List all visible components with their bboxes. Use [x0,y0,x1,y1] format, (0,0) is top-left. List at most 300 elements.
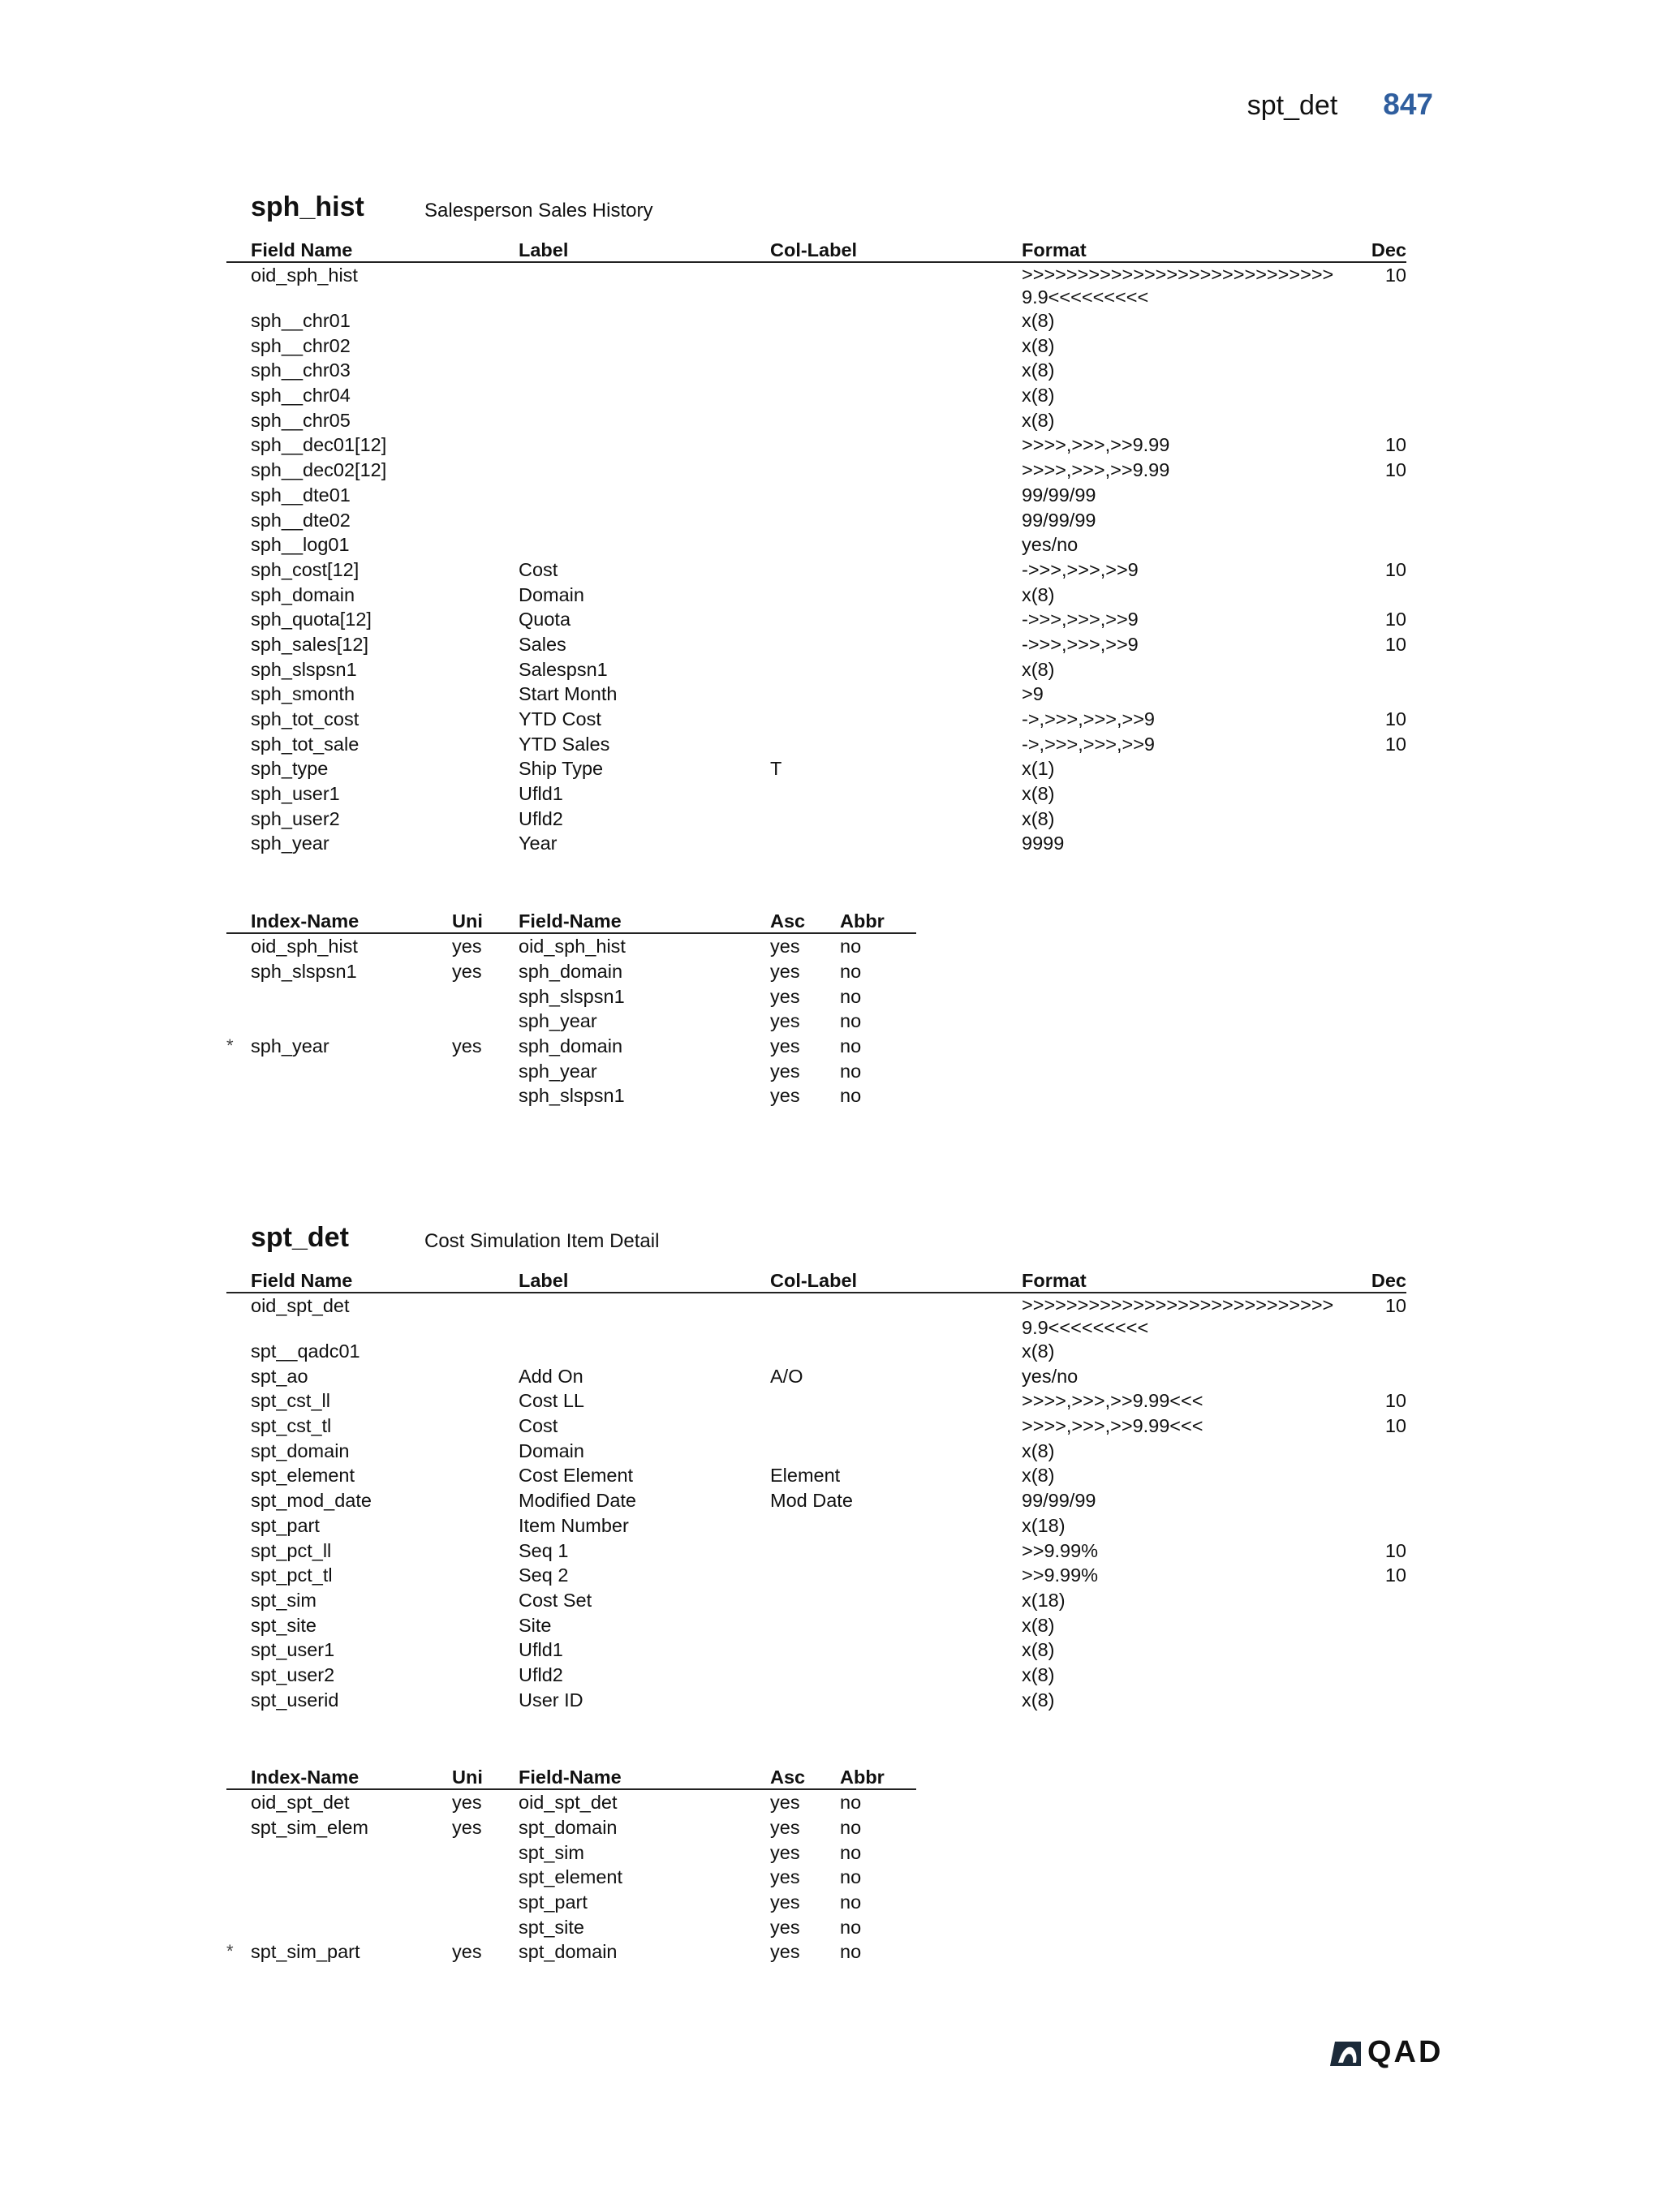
unique-cell [452,1865,519,1890]
column-header-field-name: Field Name [226,1266,519,1293]
table-heading [226,1222,1382,1266]
dec-cell [1343,1613,1406,1638]
index-name-cell: oid_spt_det [251,1792,350,1814]
dec-cell: 10 [1384,459,1406,481]
field-name-cell: oid_sph_hist [519,936,626,958]
dec-cell [1343,1663,1406,1688]
table-row [226,532,1406,557]
table-row [226,1513,1406,1539]
abbreviated-cell: no [840,1085,862,1107]
table-name: sph_hist [251,192,364,222]
field-name-cell: sph_slspsn1 [251,658,357,680]
ascending-cell: yes [770,1085,800,1107]
index-name-cell [226,1034,452,1059]
dec-cell [1343,383,1406,408]
field-name-cell: spt_element [251,1465,355,1487]
format-cell: x(8) [1022,583,1055,605]
dec-cell [1343,334,1406,359]
field-name-cell: sph_smonth [251,683,355,705]
table-row [226,657,1406,682]
label-cell: Start Month [519,683,618,705]
field-name-cell: spt_pct_tl [251,1564,333,1586]
label-cell [519,508,770,533]
column-header-ascending: Asc [770,1762,840,1789]
format-cell: ->>>,>>>,>>9 [1022,558,1139,580]
dec-cell [1343,358,1406,383]
page-header [1247,88,1433,122]
column-header-unique: Uni [452,1762,519,1789]
label-cell: Ship Type [519,758,604,780]
table-row [226,383,1406,408]
label-cell [519,483,770,508]
table-row [226,756,1406,781]
format-cell: x(18) [1022,1589,1066,1611]
table-row [226,682,1406,707]
table-row [226,807,1406,832]
col-label-cell [770,1688,1022,1713]
col-label-cell [770,433,1022,458]
index-name-cell [226,984,452,1009]
field-name-cell: sph_tot_cost [251,708,360,729]
column-header-field-name: Field Name [226,235,519,262]
table-row [226,1613,1406,1638]
abbreviated-cell: no [840,1060,862,1082]
col-label-cell [770,781,1022,807]
index-table-header [226,906,916,933]
table-row [226,1388,1406,1414]
col-label-cell [770,383,1022,408]
column-header-abbreviated: Abbr [840,1762,916,1789]
unique-cell [452,1915,519,1940]
field-name-cell: spt_site [251,1614,316,1636]
abbreviated-cell: no [840,1866,862,1888]
field-name-cell: oid_spt_det [519,1792,618,1814]
label-cell: Site [519,1614,552,1636]
field-name-cell: sph_sales[12] [251,633,369,655]
label-cell: Cost [519,1415,558,1437]
index-table-header [226,1762,916,1789]
format-cell: x(8) [1022,1663,1055,1685]
dec-cell [1343,756,1406,781]
qad-logo [1328,2035,1443,2070]
field-name-cell: sph_domain [519,960,623,982]
label-cell [519,458,770,483]
ascending-cell: yes [770,1941,800,1963]
primary-index-marker: * [226,1035,234,1056]
col-label-cell [770,583,1022,608]
abbreviated-cell: no [840,1891,862,1913]
format-cell: x(8) [1022,1689,1055,1711]
column-header-field-name: Field-Name [519,1762,770,1789]
format-cell: x(8) [1022,409,1055,431]
label-cell [519,358,770,383]
table-row [226,262,1406,308]
unique-cell: yes [452,1792,482,1814]
label-cell [519,1339,770,1364]
dec-cell: 10 [1384,558,1406,580]
unique-cell: yes [452,1941,482,1963]
field-name-cell: spt_user2 [251,1663,335,1685]
format-cell: x(8) [1022,1440,1055,1461]
label-cell: Cost [519,558,558,580]
dec-cell [1343,1588,1406,1613]
running-title: spt_det [1246,90,1338,121]
primary-index-marker: * [226,1941,234,1962]
index-table [226,1762,916,1965]
dec-cell [1343,1688,1406,1713]
format-cell: x(8) [1022,1614,1055,1636]
col-label-cell [770,1513,1022,1539]
col-label-cell [770,532,1022,557]
label-cell [519,308,770,334]
dec-cell: 10 [1384,1390,1406,1412]
dec-cell [1343,1439,1406,1464]
col-label-cell [770,1539,1022,1564]
col-label-cell [770,1613,1022,1638]
field-name-cell: sph_slspsn1 [519,985,625,1007]
field-name-cell: spt_domain [251,1440,350,1461]
table-row [226,831,1406,856]
field-name-cell: spt__qadc01 [251,1341,360,1362]
field-name-cell: spt_part [519,1891,588,1913]
abbreviated-cell: no [840,1035,862,1057]
page-number: 847 [1383,88,1433,121]
table-row [226,1364,1406,1389]
table-row [226,1488,1406,1513]
table-row [226,458,1406,483]
col-label-cell [770,262,1022,308]
field-name-cell: spt_part [251,1514,320,1536]
field-name-cell: spt_domain [519,1941,618,1963]
index-row [226,1789,916,1815]
dec-cell: 10 [1384,1564,1406,1586]
col-label-cell: Mod Date [770,1490,853,1512]
col-label-cell [770,1339,1022,1364]
column-header-format: Format [1022,235,1343,262]
format-cell: x(8) [1022,1639,1055,1661]
field-name-cell: sph_year [251,833,329,854]
field-name-cell: sph__log01 [251,534,350,556]
label-cell: Domain [519,583,584,605]
field-name-cell: spt_site [519,1916,584,1938]
index-row [226,1840,916,1866]
table-row [226,1663,1406,1688]
abbreviated-cell: no [840,1817,862,1838]
abbreviated-cell: no [840,1941,862,1963]
label-cell: Domain [519,1440,584,1461]
table-row [226,308,1406,334]
unique-cell [452,1083,519,1108]
dec-cell [1343,807,1406,832]
qad-logo-text: QAD [1367,2035,1444,2069]
col-label-cell [770,657,1022,682]
field-name-cell: sph_user1 [251,783,340,805]
field-table-header [226,235,1406,262]
field-name-cell: sph__chr01 [251,310,351,331]
table-row [226,1539,1406,1564]
index-row [226,1034,916,1059]
index-row [226,1865,916,1890]
ascending-cell: yes [770,1841,800,1863]
ascending-cell: yes [770,1035,800,1057]
dec-cell [1343,1513,1406,1539]
label-cell: Cost LL [519,1390,584,1412]
label-cell: Ufld1 [519,1639,563,1661]
col-label-cell [770,508,1022,533]
format-cell: x(8) [1022,658,1055,680]
label-cell: Ufld1 [519,783,563,805]
field-name-cell: sph_cost[12] [251,558,360,580]
dec-cell [1343,1364,1406,1389]
abbreviated-cell: no [840,1792,862,1814]
table-row [226,1293,1406,1339]
table-section-spt-det [226,1222,1406,1965]
label-cell: User ID [519,1689,583,1711]
abbreviated-cell: no [840,960,862,982]
field-name-cell: spt_user1 [251,1639,335,1661]
dec-cell: 10 [1384,733,1406,755]
ascending-cell: yes [770,960,800,982]
unique-cell [452,1840,519,1866]
index-row [226,984,916,1009]
index-name-cell [226,1939,452,1965]
format-cell: x(8) [1022,1341,1055,1362]
table-row [226,707,1406,732]
unique-cell [452,1009,519,1034]
column-header-ascending: Asc [770,906,840,933]
format-cell: >9 [1022,683,1044,705]
table-row [226,632,1406,657]
field-name-cell: sph_slspsn1 [519,1085,625,1107]
format-cell: >>>>,>>>,>>9.99 [1022,459,1170,481]
label-cell: Year [519,833,558,854]
col-label-cell [770,1588,1022,1613]
field-name-cell: sph_quota[12] [251,609,372,630]
ascending-cell: yes [770,1916,800,1938]
ascending-cell: yes [770,1792,800,1814]
dec-cell: 10 [1384,265,1406,286]
dec-cell [1343,308,1406,334]
label-cell: Cost Set [519,1589,592,1611]
index-row [226,1059,916,1084]
col-label-cell [770,1563,1022,1588]
format-cell: ->,>>>,>>>,>>9 [1022,733,1155,755]
field-name-cell: spt_cst_ll [251,1390,330,1412]
index-row [226,1083,916,1108]
column-header-unique: Uni [452,906,519,933]
ascending-cell: yes [770,936,800,958]
index-name-text: sph_year [251,1035,329,1057]
dec-cell: 10 [1384,609,1406,630]
format-cell: ->>>,>>>,>>9 [1022,633,1139,655]
format-cell: 9999 [1022,833,1065,854]
col-label-cell [770,308,1022,334]
label-cell: Cost Element [519,1465,634,1487]
dec-cell [1343,408,1406,433]
format-cell: x(8) [1022,359,1055,381]
table-row [226,732,1406,757]
col-label-cell [770,358,1022,383]
index-row [226,959,916,984]
ascending-cell: yes [770,1817,800,1838]
label-cell [519,408,770,433]
col-label-cell: T [770,758,782,780]
table-row [226,1463,1406,1488]
field-table [226,235,1406,856]
field-name-cell: oid_spt_det [251,1295,350,1316]
field-name-cell: sph_type [251,758,329,780]
index-name-cell: spt_sim_elem [251,1817,368,1838]
index-name-cell [226,1840,452,1866]
field-name-cell: spt_ao [251,1365,308,1387]
col-label-cell: Element [770,1465,841,1487]
column-header-abbreviated: Abbr [840,906,916,933]
col-label-cell [770,408,1022,433]
field-name-cell: sph_domain [519,1035,623,1057]
format-cell: x(1) [1022,758,1055,780]
dec-cell [1343,1637,1406,1663]
unique-cell: yes [452,1035,482,1057]
col-label-cell [770,807,1022,832]
format-cell: 99/99/99 [1022,484,1096,506]
field-name-cell: sph__dte02 [251,509,351,531]
field-name-cell: spt_sim [519,1841,584,1863]
format-cell: x(8) [1022,334,1055,356]
table-description: Cost Simulation Item Detail [424,1230,660,1252]
table-row [226,433,1406,458]
ascending-cell: yes [770,1060,800,1082]
dec-cell [1343,682,1406,707]
dec-cell [1343,657,1406,682]
table-row [226,508,1406,533]
label-cell [519,334,770,359]
index-name-cell [226,1059,452,1084]
dec-cell [1343,532,1406,557]
table-row [226,1637,1406,1663]
format-cell: x(8) [1022,783,1055,805]
field-name-cell: sph__chr03 [251,359,351,381]
col-label-cell [770,682,1022,707]
label-cell [519,383,770,408]
dec-cell [1343,483,1406,508]
ascending-cell: yes [770,985,800,1007]
format-cell: yes/no [1022,534,1079,556]
format-cell: yes/no [1022,1365,1079,1387]
table-row [226,557,1406,583]
column-header-format: Format [1022,1266,1343,1293]
unique-cell: yes [452,936,482,958]
ascending-cell: yes [770,1891,800,1913]
dec-cell [1343,508,1406,533]
format-cell: x(8) [1022,310,1055,331]
label-cell [519,433,770,458]
abbreviated-cell: no [840,1010,862,1032]
table-row [226,1339,1406,1364]
field-name-cell: sph__chr02 [251,334,351,356]
ascending-cell: yes [770,1010,800,1032]
table-row [226,483,1406,508]
dec-cell: 10 [1384,1295,1406,1316]
index-name-cell [226,1915,452,1940]
format-cell: ->,>>>,>>>,>>9 [1022,708,1155,729]
field-name-cell: spt_mod_date [251,1490,372,1512]
col-label-cell [770,707,1022,732]
dec-cell [1343,1488,1406,1513]
dec-cell: 10 [1384,708,1406,729]
index-name-cell: sph_slspsn1 [251,960,357,982]
table-row [226,1563,1406,1588]
column-header-dec: Dec [1343,1266,1406,1293]
format-cell: >>>>,>>>,>>9.99<<< [1022,1415,1203,1437]
index-row [226,1009,916,1034]
label-cell: Modified Date [519,1490,636,1512]
format-cell: x(18) [1022,1514,1066,1536]
table-heading [226,192,1382,235]
column-header-dec: Dec [1343,235,1406,262]
field-name-cell: sph__dte01 [251,484,351,506]
ascending-cell: yes [770,1866,800,1888]
format-cell: >>>>,>>>,>>9.99<<< [1022,1390,1203,1412]
format-cell: 99/99/99 [1022,1490,1096,1512]
dec-cell [1343,781,1406,807]
unique-cell [452,1890,519,1915]
col-label-cell: A/O [770,1365,803,1387]
table-description: Salesperson Sales History [424,200,653,222]
label-cell: Ufld2 [519,807,563,829]
index-name-text: spt_sim_part [251,1941,360,1963]
field-name-cell: sph_year [519,1060,597,1082]
table-section-sph-hist [226,192,1406,1108]
table-row [226,334,1406,359]
format-cell: >>9.99% [1022,1564,1099,1586]
label-cell [519,262,770,308]
field-table [226,1266,1406,1712]
table-row [226,358,1406,383]
format-cell: >>>>>>>>>>>>>>>>>>>>>>>>>>>>9.9<<<<<<<<< [1022,264,1334,308]
col-label-cell [770,732,1022,757]
abbreviated-cell: no [840,985,862,1007]
table-row [226,781,1406,807]
format-cell: ->>>,>>>,>>9 [1022,609,1139,630]
col-label-cell [770,632,1022,657]
field-name-cell: sph_domain [251,583,355,605]
index-row [226,1939,916,1965]
format-cell: x(8) [1022,1465,1055,1487]
field-name-cell: sph_tot_sale [251,733,360,755]
col-label-cell [770,1414,1022,1439]
field-name-cell: sph__dec02[12] [251,459,387,481]
dec-cell: 10 [1384,434,1406,456]
field-name-cell: spt_userid [251,1689,339,1711]
table-row [226,1414,1406,1439]
field-name-cell: sph_user2 [251,807,340,829]
col-label-cell [770,483,1022,508]
index-row [226,1815,916,1840]
unique-cell: yes [452,960,482,982]
index-name-cell: oid_sph_hist [251,936,358,958]
col-label-cell [770,831,1022,856]
index-row [226,1915,916,1940]
col-label-cell [770,557,1022,583]
table-row [226,1439,1406,1464]
table-row [226,607,1406,632]
table-row [226,408,1406,433]
dec-cell: 10 [1384,1415,1406,1437]
label-cell: Seq 2 [519,1564,569,1586]
col-label-cell [770,458,1022,483]
label-cell: Quota [519,609,571,630]
label-cell: Add On [519,1365,583,1387]
